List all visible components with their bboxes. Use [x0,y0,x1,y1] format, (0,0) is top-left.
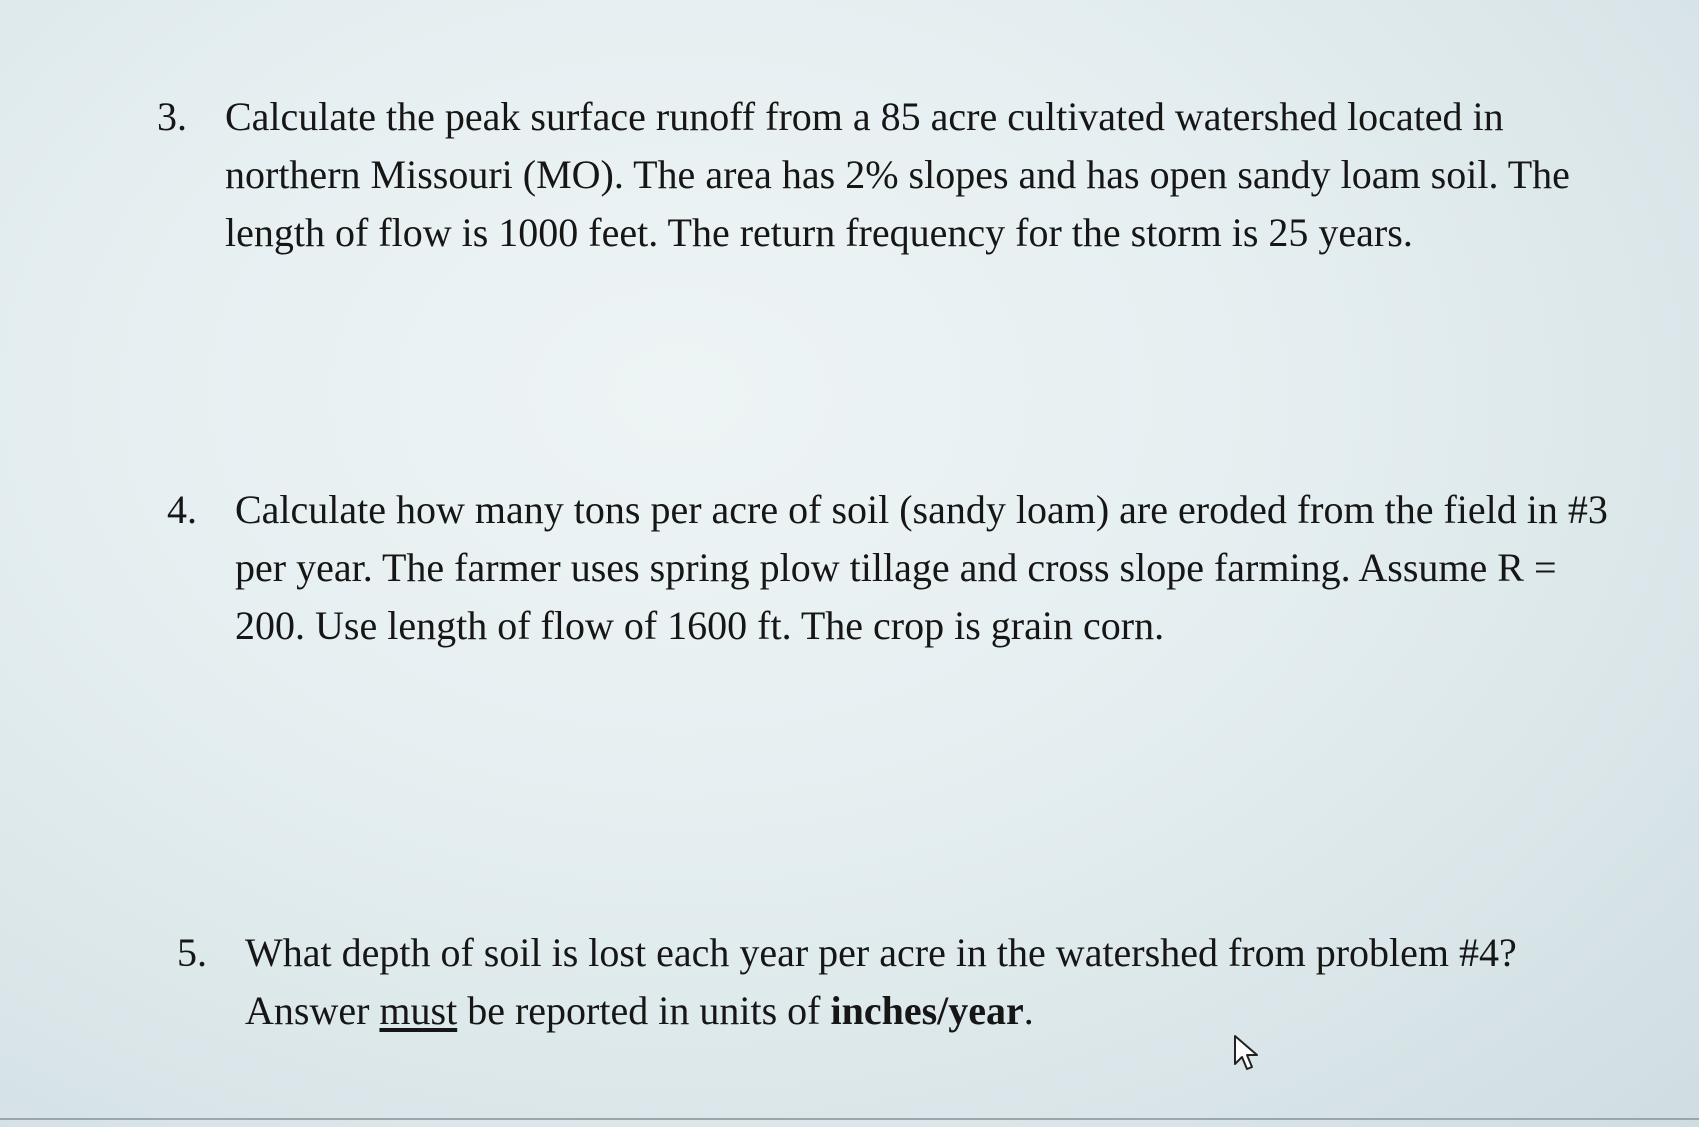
problem-line: northern Missouri (MO). The area has 2% slopes and has open sandy loam soil. The [225,152,1570,197]
problem-line: per year. The farmer uses spring plow tillage and cross slope farming. Assume R = [235,545,1557,590]
emphasis-units: inches/year [830,988,1024,1033]
problem-line: What depth of soil is lost each year per acre in the watershed from problem #4? [245,930,1517,975]
problem-line: Calculate the peak surface runoff from a 85 acre cultivated watershed located in [225,94,1504,139]
emphasis-must: must [379,988,458,1033]
problem-number: 3. [157,94,187,139]
bottom-divider [0,1118,1699,1120]
problem-number: 5. [177,930,207,975]
problem-line [245,982,1517,1040]
answer-middle: be reported in units of [457,988,831,1033]
problem-line: 200. Use length of flow of 1600 ft. The crop is grain corn. [235,603,1165,648]
answer-period: . [1023,988,1034,1033]
problem-number: 4. [167,487,197,532]
answer-prefix: Answer [245,988,380,1033]
problem-text [235,481,1608,655]
problem-text [245,924,1517,1040]
problem-line: length of flow is 1000 feet. The return frequency for the storm is 25 years. [225,210,1413,255]
problem-text [225,88,1570,262]
problem-line: Calculate how many tons per acre of soil (sandy loam) are eroded from the field in #3 [235,487,1608,532]
mouse-pointer-icon [1232,1034,1262,1074]
